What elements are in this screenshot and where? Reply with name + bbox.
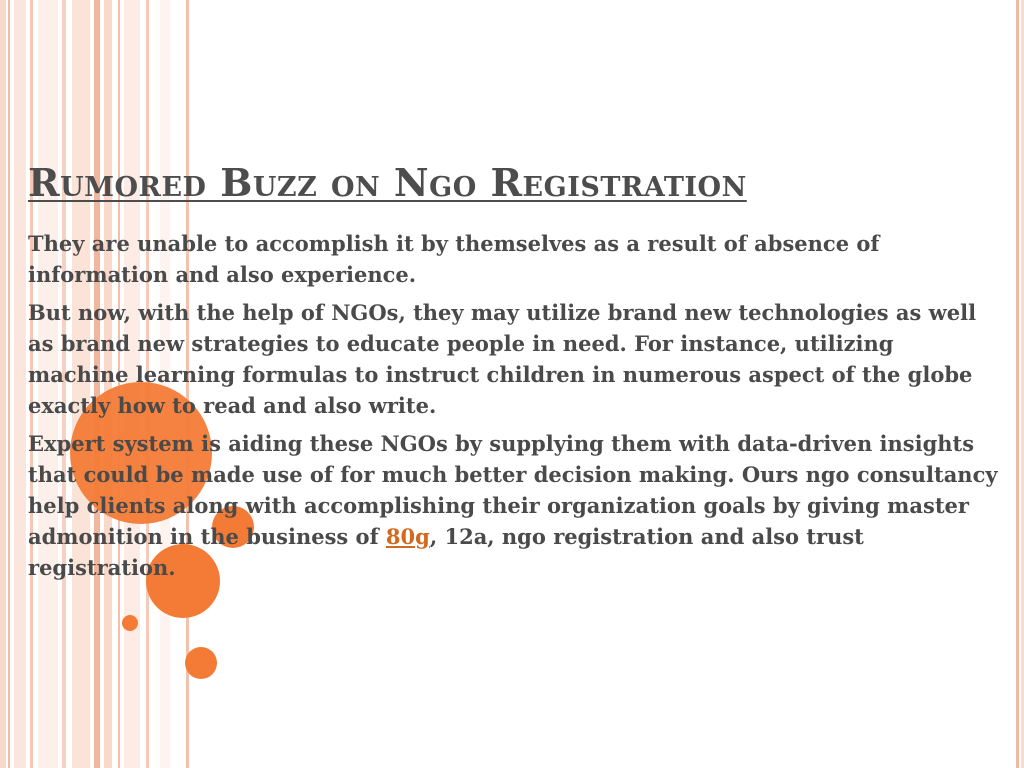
slide-title: Rumored Buzz on Ngo Registration: [28, 160, 747, 205]
decorative-stripe: [0, 0, 6, 768]
decorative-circle: [122, 615, 138, 631]
slide-body: [28, 228, 998, 590]
paragraph-3-text-end: , 12a, ngo registration and also trust registration.: [28, 524, 864, 580]
paragraph-3: [28, 428, 998, 583]
paragraph-2: But now, with the help of NGOs, they may utilize brand new technologies as well as brand new strategies to educate people in need. For instance, utilizing machine learning formulas to instruct children in numerous aspect of the globe exactly how to read and also write.: [28, 300, 977, 418]
decorative-stripe: [14, 0, 26, 768]
decorative-stripe: [8, 0, 10, 768]
decorative-stripe-right: [1016, 0, 1019, 768]
80g-link[interactable]: 80g: [385, 524, 430, 549]
paragraph-3-text: Expert system is aiding these NGOs by supplying them with data-driven insights that could be made use of for much better decision making. Ours ngo consultancy help clients along with accomplishing their organization goals by giving master admonition in the business of: [28, 431, 998, 549]
paragraph-1: They are unable to accomplish it by themselves as a result of absence of information and also experience.: [28, 231, 880, 287]
decorative-circle: [185, 647, 217, 679]
